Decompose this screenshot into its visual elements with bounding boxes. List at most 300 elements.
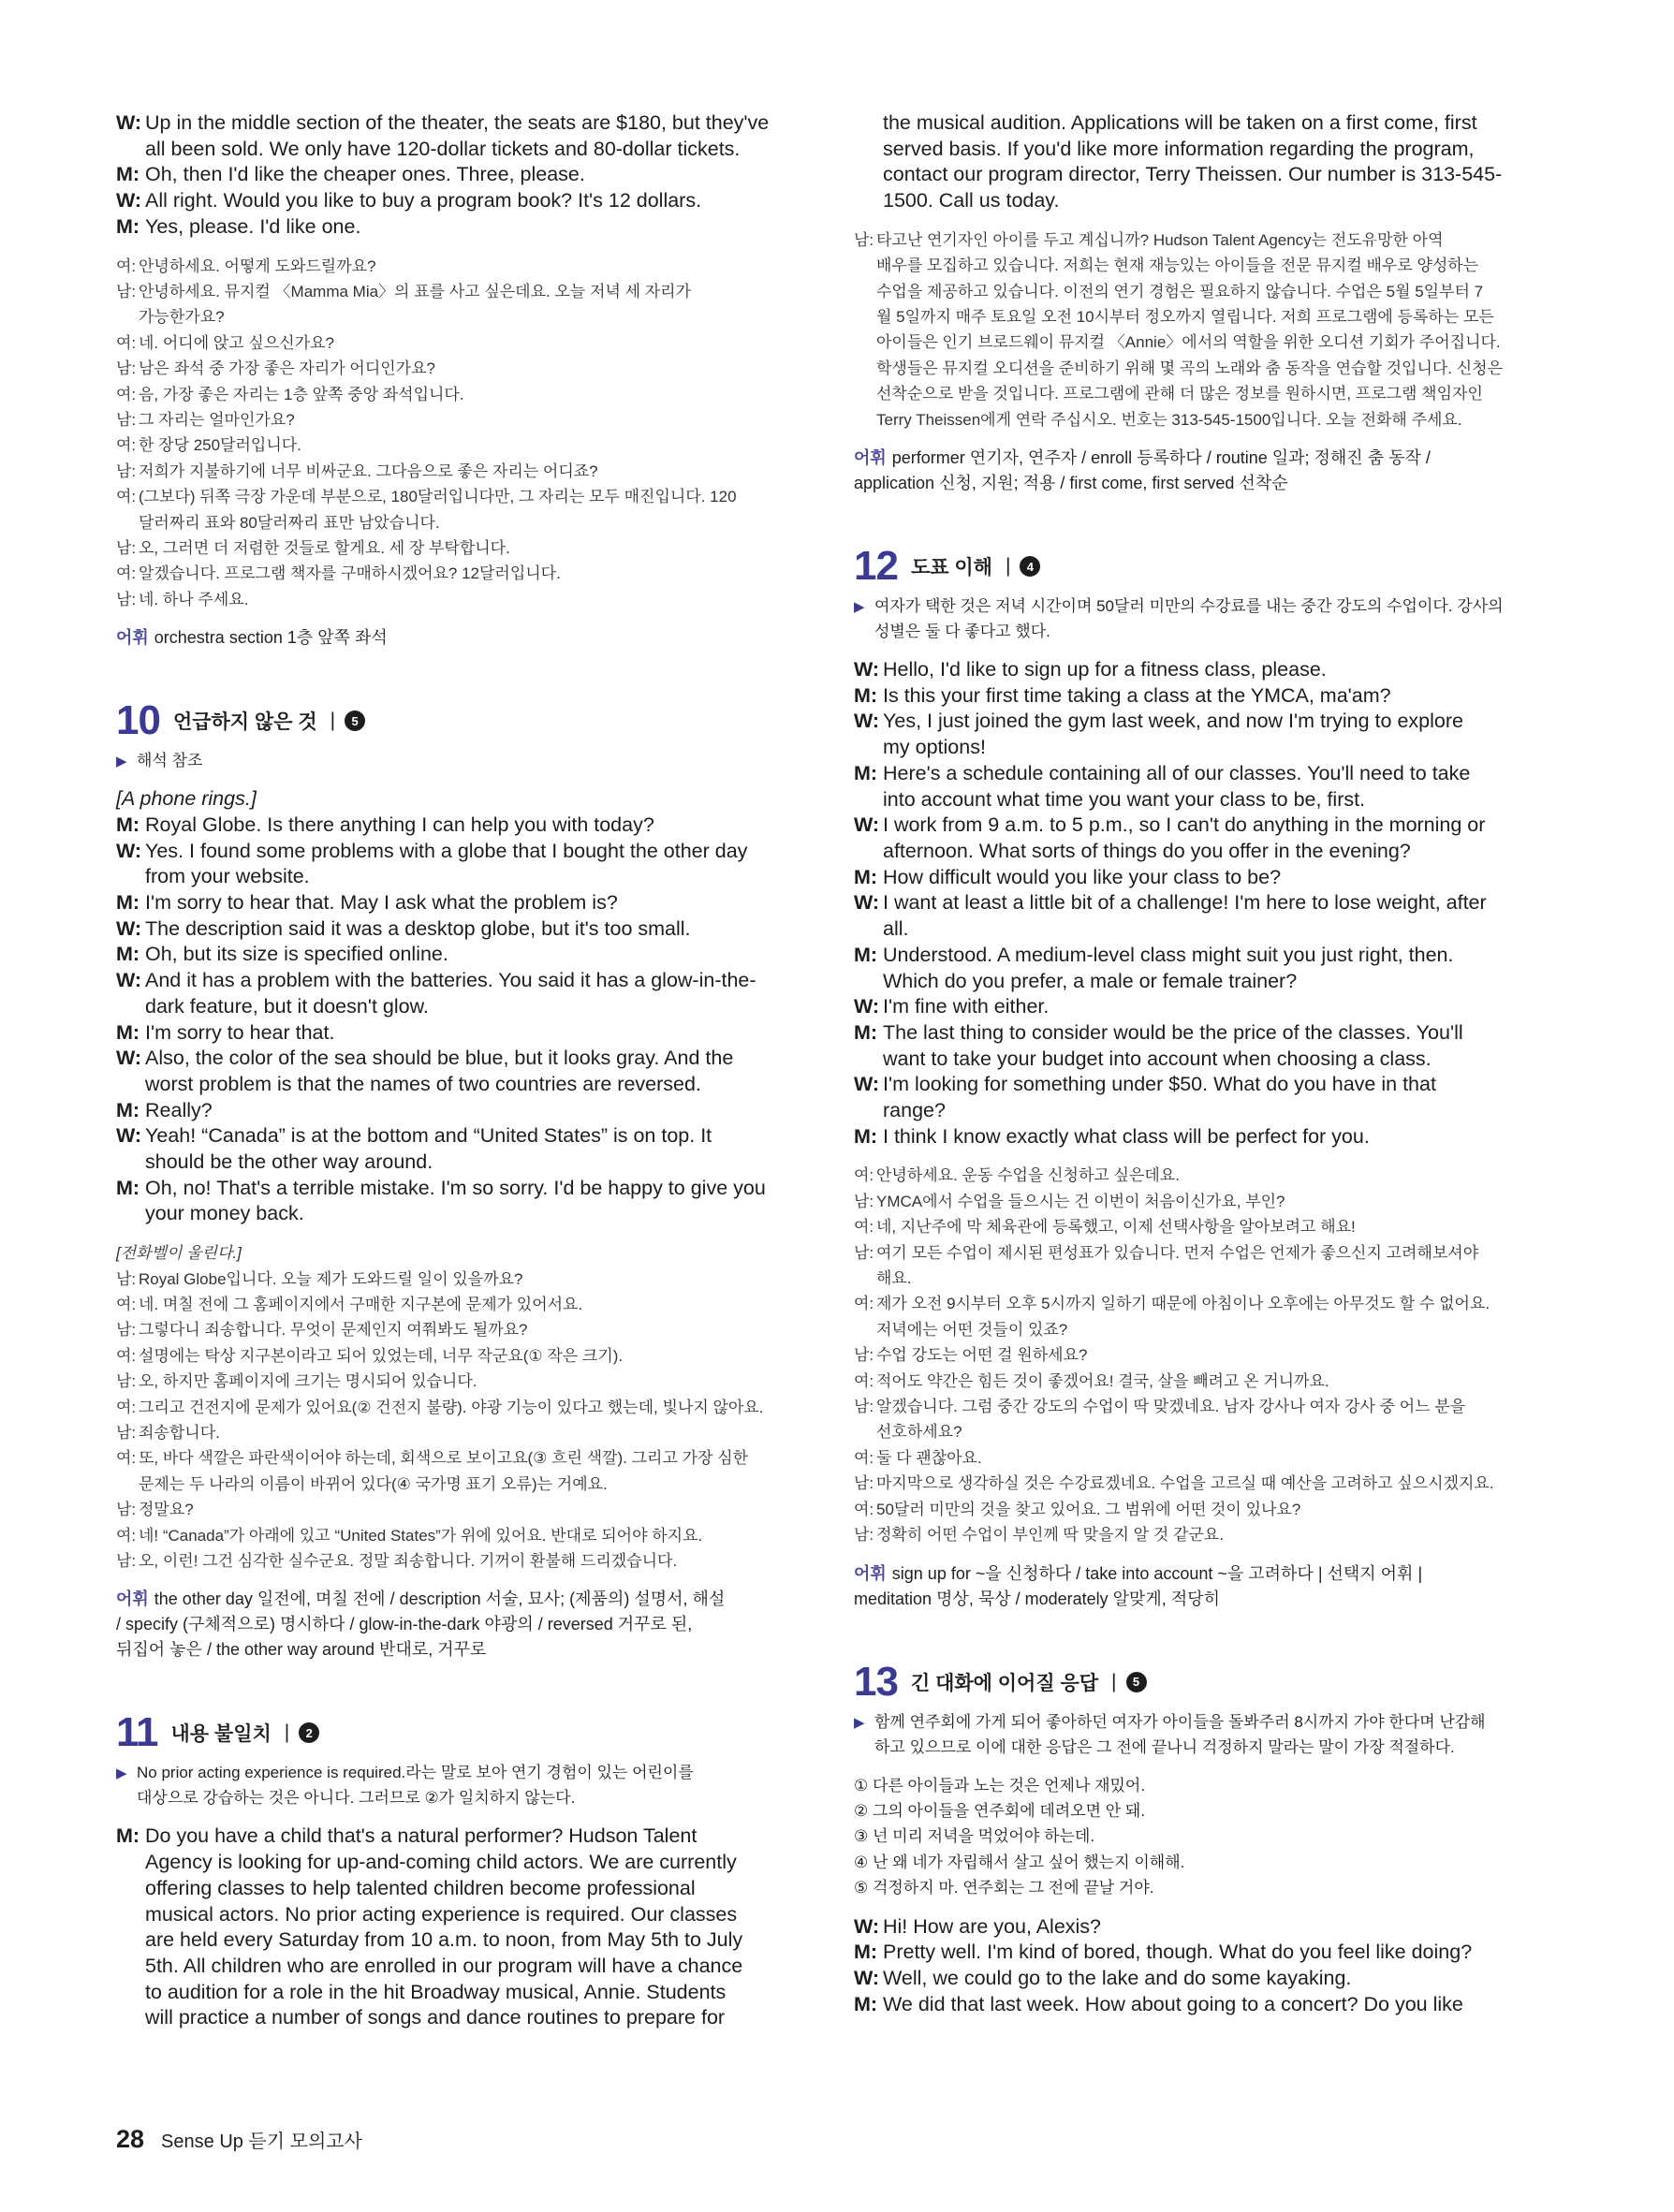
text-line	[854, 1342, 1520, 1368]
text-line	[854, 657, 1520, 683]
line-text: Agency is looking for up-and-coming child actors. We are currently	[145, 1851, 737, 1874]
line-text: into account what time you want your class to be, first.	[883, 787, 1366, 811]
dialogue-section-10	[116, 786, 783, 1227]
answer-badge: 4	[1020, 556, 1040, 577]
explanation	[116, 1760, 783, 1810]
text-line	[116, 1523, 783, 1548]
speaker-label: W:	[116, 916, 142, 940]
line-text: 5th. All children who are enrolled in our program will have a chance	[145, 1954, 743, 1977]
section-title: 긴 대화에 이어질 응답	[910, 1672, 1099, 1694]
text-line	[116, 1472, 783, 1497]
text-line	[116, 1876, 783, 1902]
line-text: 네, 지난주에 막 체육관에 등록했고, 이제 선택사항을 알아보려고 해요!	[876, 1218, 1356, 1237]
vocab-text: performer 연기자, 연주자 / enroll 등록하다 / routine 일과; 정해진 춤 동작 /	[891, 448, 1431, 468]
vocab-text: orchestra section 1층 앞쪽 좌석	[154, 628, 388, 648]
line-text: 알겠습니다. 그럼 중간 강도의 수업이 딱 맞겠네요. 남자 강사나 여자 강사 중 어느 분을	[876, 1398, 1466, 1416]
text-line	[854, 813, 1520, 839]
answer-badge: 5	[345, 710, 365, 731]
left-column	[116, 110, 783, 2031]
line-text: Oh, no! That's a terrible mistake. I'm so sorry. I'd be happy to give you	[145, 1176, 766, 1199]
triangle-icon: ▶	[116, 1765, 127, 1782]
line-text: Up in the middle section of the theater, the seats are $180, but they've	[145, 111, 770, 134]
line-text: Terry Theissen에게 연락 주십시오. 번호는 313-545-1500입니다. 오늘 전화해 주세요.	[876, 410, 1462, 429]
text-line	[854, 407, 1520, 432]
text-line	[116, 1954, 783, 1980]
text-line	[116, 1176, 783, 1202]
line-text: 제가 오전 9시부터 오후 5시까지 일하기 때문에 아침이나 오후에는 아무것도 할 수 없어요.	[876, 1295, 1490, 1313]
line-text: Which do you prefer, a male or female trainer?	[883, 969, 1298, 992]
speaker-label: M:	[854, 1124, 878, 1148]
text-line	[116, 1980, 783, 2006]
speaker-label: W:	[854, 995, 880, 1018]
vocab-text: application 신청, 지원; 적용 / first come, first served 선착순	[854, 474, 1288, 493]
answer-option: ④ 난 왜 네가 자립해서 살고 싶어 했는지 이해해.	[854, 1853, 1185, 1871]
text-line	[854, 1940, 1520, 1966]
text-line	[854, 1369, 1520, 1394]
text-line	[854, 1471, 1520, 1496]
speaker-label: 여:	[854, 1371, 874, 1390]
dialogue-section-13	[854, 1914, 1520, 2018]
text-line	[116, 942, 783, 968]
vocab-line	[116, 1587, 783, 1612]
speaker-label: 여:	[854, 1166, 874, 1185]
line-text: Really?	[145, 1098, 213, 1121]
text-line	[854, 1020, 1520, 1047]
speaker-label: 여:	[116, 1526, 137, 1545]
line-text: Oh, then I'd like the cheaper ones. Three, please.	[145, 163, 585, 186]
line-text: 오, 그러면 더 저렴한 것들로 할게요. 세 장 부탁합니다.	[139, 538, 510, 557]
text-line	[116, 1201, 783, 1227]
speaker-label: M:	[116, 1098, 140, 1121]
line-text: 정말요?	[139, 1501, 194, 1519]
explanation	[854, 1709, 1520, 1760]
text-line	[854, 1497, 1520, 1522]
line-text: Royal Globe. Is there anything I can help you with today?	[145, 813, 654, 836]
speaker-label: M:	[854, 761, 878, 784]
text-line	[854, 1189, 1520, 1214]
line-text: [A phone rings.]	[116, 787, 257, 811]
vocab-line	[116, 1612, 783, 1637]
answer-option: ⑤ 걱정하지 마. 연주회는 그 전에 끝날 거야.	[854, 1879, 1154, 1897]
section-12-header	[854, 539, 1520, 593]
text-line	[116, 813, 783, 839]
text-line	[854, 1214, 1520, 1239]
line-text: 안녕하세요. 운동 수업을 신청하고 싶은데요.	[876, 1166, 1180, 1185]
speaker-label: 남:	[116, 1501, 137, 1519]
text-line	[116, 1267, 783, 1292]
line-text: 달러짜리 표와 80달러짜리 표만 남았습니다.	[139, 513, 440, 532]
text-line	[854, 162, 1520, 188]
line-text: 정확히 어떤 수업이 부인께 딱 맞을지 알 것 같군요.	[876, 1526, 1224, 1545]
explanation	[854, 593, 1520, 644]
text-line	[854, 839, 1520, 865]
line-text: worst problem is that the names of two countries are reversed.	[145, 1072, 701, 1095]
text-line	[116, 587, 783, 612]
text-line	[116, 1292, 783, 1317]
line-text: Understood. A medium-level class might suit you just right, then.	[883, 943, 1454, 966]
text-line	[854, 279, 1520, 304]
speaker-label: 여:	[116, 1398, 137, 1416]
speaker-label: 남:	[116, 1372, 137, 1391]
line-text: 알겠습니다. 프로그램 책자를 구매하시겠어요? 12달러입니다.	[139, 564, 561, 583]
speaker-label: 여:	[854, 1448, 874, 1467]
speaker-label: W:	[116, 839, 142, 862]
text-line	[116, 1123, 783, 1150]
line-text: (그보다) 뒤쪽 극장 가운데 부분으로, 180달러입니다만, 그 자리는 모두 매진입니다. 120	[139, 488, 737, 506]
section-title: 언급하지 않은 것	[172, 711, 317, 734]
answer-options	[854, 1773, 1520, 1901]
translation-top-left	[116, 254, 783, 613]
text-line	[116, 330, 783, 356]
text-line	[116, 254, 783, 279]
speaker-label: 남:	[116, 410, 137, 429]
translation-section-12	[854, 1163, 1520, 1547]
text-line	[116, 916, 783, 943]
speaker-label: W:	[116, 1047, 142, 1070]
line-text: I'm looking for something under $50. What do you have in that	[883, 1073, 1436, 1096]
line-text: We did that last week. How about going to a concert? Do you like	[883, 1992, 1463, 2015]
speaker-label: 남:	[116, 1269, 137, 1288]
line-text: all.	[883, 917, 909, 941]
vocab-text: meditation 명상, 묵상 / moderately 알맞게, 적당히	[854, 1589, 1220, 1608]
translation-section-10	[116, 1240, 783, 1574]
line-text: from your website.	[145, 865, 310, 888]
section-10-header	[116, 694, 783, 748]
speaker-label: M:	[854, 865, 878, 888]
speaker-label: W:	[854, 891, 880, 915]
line-text: dark feature, but it doesn't glow.	[145, 994, 429, 1018]
text-line	[854, 330, 1520, 355]
line-text: 선착순으로 받을 것입니다. 프로그램에 관해 더 많은 정보를 원하시면, 프로그램 책임자인	[876, 385, 1483, 403]
text-line	[116, 1902, 783, 1928]
line-text: Yes, please. I'd like one.	[145, 214, 361, 238]
book-title: Sense Up 듣기 모의고사	[161, 2131, 362, 2152]
dialogue-top-left	[116, 110, 783, 241]
speaker-label: M:	[116, 943, 140, 966]
text-line	[116, 356, 783, 381]
text-line	[854, 761, 1520, 787]
text-line	[116, 407, 783, 432]
text-line	[116, 786, 783, 813]
text-line	[854, 787, 1520, 813]
section-number: 10	[116, 697, 160, 744]
speaker-label: 남:	[854, 1474, 874, 1493]
speaker-label: 남:	[116, 282, 137, 300]
line-text: YMCA에서 수업을 들으시는 건 이번이 처음이신가요, 부인?	[876, 1192, 1285, 1210]
speaker-label: 남:	[116, 359, 137, 378]
speaker-label: M:	[116, 1824, 140, 1848]
line-text: 월 5일까지 매주 토요일 오전 10시부터 정오까지 열립니다. 저희 프로그램에 등록하는 모든	[876, 308, 1494, 327]
vocab-text: the other day 일전에, 며칠 전에 / description 서술, 묘사; (제품의) 설명서, 해설	[154, 1589, 726, 1609]
text-line	[854, 1163, 1520, 1188]
text-line	[116, 1497, 783, 1522]
line-text: 마지막으로 생각하실 것은 수강료겠네요. 수업을 고르실 때 예산을 고려하고 싶으시겠지요.	[876, 1474, 1494, 1493]
vocab-line	[854, 471, 1520, 496]
line-text: 둘 다 괜찮아요.	[876, 1448, 982, 1467]
speaker-label: 여:	[116, 1346, 137, 1365]
line-text: served basis. If you'd like more information regarding the program,	[883, 137, 1475, 160]
line-text: Here's a schedule containing all of our classes. You'll need to take	[883, 761, 1471, 784]
line-text: Yeah! “Canada” is at the bottom and “United States” is on top. It	[145, 1124, 712, 1148]
line-text: I'm sorry to hear that.	[145, 1020, 335, 1044]
line-text: 1500. Call us today.	[883, 189, 1060, 212]
vocab-top-left	[116, 625, 783, 651]
speaker-label: 여:	[116, 488, 137, 506]
line-text: All right. Would you like to buy a program book? It's 12 dollars.	[145, 189, 702, 212]
text-line	[116, 535, 783, 561]
section-title: 내용 불일치	[170, 1723, 272, 1746]
speaker-label: M:	[854, 1020, 878, 1044]
text-line	[854, 1291, 1520, 1316]
divider: |	[1005, 555, 1011, 578]
line-text: afternoon. What sorts of things do you offer in the evening?	[883, 839, 1411, 862]
text-line	[854, 683, 1520, 710]
text-line	[854, 890, 1520, 916]
speaker-label: 남:	[116, 590, 137, 608]
vocab-line	[854, 1587, 1520, 1612]
line-text: 네. 하나 주세요.	[139, 590, 249, 608]
vocab-top-right	[854, 446, 1520, 496]
speaker-label: 여:	[116, 436, 137, 455]
line-text: Is this your first time taking a class at the YMCA, ma'am?	[883, 683, 1391, 707]
line-text: 설명에는 탁상 지구본이라고 되어 있었는데, 너무 작군요(① 작은 크기).	[139, 1346, 624, 1365]
line-text: 네. 며칠 전에 그 홈페이지에서 구매한 지구본에 문제가 있어서요.	[139, 1295, 583, 1313]
page-footer	[116, 2125, 362, 2154]
speaker-label: 여:	[116, 564, 137, 583]
text-line	[854, 110, 1520, 137]
line-text: contact our program director, Terry Theissen. Our number is 313-545-	[883, 163, 1503, 186]
text-line	[116, 1850, 783, 1876]
line-text: 남은 좌석 중 가장 좋은 자리가 어디인가요?	[139, 359, 435, 378]
text-line	[854, 227, 1520, 253]
text-line	[854, 137, 1520, 163]
text-line	[854, 1522, 1520, 1547]
text-line	[854, 1445, 1520, 1471]
vocab-label: 어휘	[854, 448, 887, 468]
text-line	[854, 865, 1520, 891]
speaker-label: 여:	[854, 1218, 874, 1237]
line-text: 저녁에는 어떤 것들이 있죠?	[876, 1320, 1068, 1339]
speaker-label: M:	[854, 1941, 878, 1964]
text-line	[116, 1020, 783, 1047]
line-text: 여기 모든 수업이 제시된 편성표가 있습니다. 먼저 수업은 언제가 좋으신지 고려해보셔야	[876, 1243, 1479, 1262]
line-text: to audition for a role in the hit Broadway musical, Annie. Students	[145, 1980, 727, 2003]
text-line	[854, 735, 1520, 761]
line-text: 네! “Canada”가 아래에 있고 “United States”가 위에 있어요. 반대로 되어야 하지요.	[139, 1526, 703, 1545]
speaker-label: M:	[116, 1020, 140, 1044]
line-text: Also, the color of the sea should be blue, but it looks gray. And the	[145, 1047, 734, 1070]
text-line	[116, 484, 783, 509]
line-text: Yes, I just joined the gym last week, and now I'm trying to explore	[883, 710, 1463, 733]
speaker-label: M:	[116, 163, 140, 186]
line-text: 수업을 제공하고 있습니다. 이전의 연기 경험은 필요하지 않습니다. 수업은 5월 5일부터 7	[876, 282, 1484, 300]
text-line	[854, 1124, 1520, 1150]
text-line	[116, 890, 783, 916]
speaker-label: 여:	[116, 1449, 137, 1468]
line-text: Hello, I'd like to sign up for a fitness class, please.	[883, 658, 1327, 681]
line-text: Royal Globe입니다. 오늘 제가 도와드릴 일이 있을까요?	[139, 1269, 523, 1288]
line-text: How difficult would you like your class to be?	[883, 865, 1282, 888]
line-text: 가능한가요?	[139, 308, 225, 327]
line-text: 저희가 지불하기에 너무 비싸군요. 그다음으로 좋은 자리는 어디죠?	[139, 461, 598, 480]
text-line	[854, 1419, 1520, 1444]
answer-badge: 5	[1126, 1672, 1147, 1692]
line-text: my options!	[883, 736, 986, 759]
text-line	[116, 110, 783, 137]
vocab-section-10	[116, 1587, 783, 1663]
speaker-label: 여:	[116, 256, 137, 275]
vocab-label: 어휘	[854, 1563, 887, 1583]
explanation-line: 여자가 택한 것은 저녁 시간이며 50달러 미만의 수강료를 내는 중간 강도의 수업이다. 강사의	[874, 597, 1504, 616]
line-text: all been sold. We only have 120-dollar tickets and 80-dollar tickets.	[145, 137, 741, 160]
speaker-label: 남:	[854, 1526, 874, 1545]
line-text: 학생들은 뮤지컬 오디션을 준비하기 위해 몇 곡의 노래와 춤 동작을 연습할 것입니다. 신청은	[876, 359, 1504, 377]
vocab-line	[854, 1561, 1520, 1587]
speaker-label: W:	[854, 658, 880, 681]
text-line	[116, 1098, 783, 1124]
vocab-section-12	[854, 1561, 1520, 1612]
line-text: are held every Saturday from 10 a.m. to noon, from May 5th to July	[145, 1928, 743, 1952]
explanation-line: 함께 연주회에 가게 되어 좋아하던 여자가 아이들을 돌봐주러 8시까지 가야 한다며 난감해	[874, 1712, 1486, 1731]
vocab-label: 어휘	[116, 628, 149, 648]
line-text: 그 자리는 얼마인가요?	[139, 410, 295, 429]
text-line	[116, 1046, 783, 1072]
line-text: should be the other way around.	[145, 1150, 433, 1174]
line-text: 한 장당 250달러입니다.	[139, 436, 301, 455]
text-line	[116, 1395, 783, 1420]
triangle-icon: ▶	[854, 1714, 865, 1731]
text-line	[854, 943, 1520, 969]
text-line	[116, 510, 783, 535]
text-line	[116, 1317, 783, 1342]
line-text: The description said it was a desktop globe, but it's too small.	[145, 916, 691, 940]
translation-top-right	[854, 227, 1520, 432]
section-title: 도표 이해	[910, 557, 992, 579]
text-line	[116, 1420, 783, 1445]
text-line	[116, 1927, 783, 1954]
line-text: 50달러 미만의 것을 찾고 있어요. 그 범위에 어떤 것이 있나요?	[876, 1500, 1301, 1518]
text-line	[854, 1266, 1520, 1291]
line-text: The last thing to consider would be the price of the classes. You'll	[883, 1020, 1463, 1044]
line-text: 오, 이런! 그건 심각한 실수군요. 정말 죄송합니다. 기꺼이 환불해 드리겠습니다.	[139, 1552, 678, 1571]
vocab-text: sign up for ~을 신청하다 / take into account ~을 고려하다 | 선택지 어휘 |	[891, 1563, 1423, 1583]
text-line	[116, 137, 783, 163]
line-text: will practice a number of songs and dance routines to prepare for	[145, 2006, 726, 2029]
explanation: ▶ 해석 참조	[116, 748, 783, 773]
line-text: 적어도 약간은 힘든 것이 좋겠어요! 결국, 살을 빼려고 온 거니까요.	[876, 1371, 1329, 1390]
answer-option: ③ 넌 미리 저녁을 먹었어야 하는데.	[854, 1827, 1095, 1846]
section-13-header	[854, 1655, 1520, 1709]
line-text: 안녕하세요. 뮤지컬 〈Mamma Mia〉의 표를 사고 싶은데요. 오늘 저녁 세 자리가	[139, 282, 692, 300]
answer-badge: 2	[299, 1722, 319, 1743]
line-text: 그리고 건전지에 문제가 있어요(② 건전지 불량). 야광 기능이 있다고 했는데, 빛나지 않아요.	[139, 1398, 764, 1416]
line-text: 죄송합니다.	[139, 1424, 220, 1442]
speaker-label: M:	[854, 943, 878, 966]
vocab-line	[854, 446, 1520, 471]
speaker-label: 남:	[116, 1321, 137, 1340]
line-text: 문제는 두 나라의 이름이 바뀌어 있다(④ 국가명 표기 오류)는 거예요.	[139, 1474, 608, 1493]
text-line	[116, 188, 783, 214]
text-line	[854, 916, 1520, 943]
speaker-label: W:	[854, 1914, 880, 1938]
speaker-label: 남:	[116, 461, 137, 480]
text-line	[854, 1914, 1520, 1941]
line-text: I think I know exactly what class will be perfect for you.	[883, 1124, 1370, 1148]
dialogue-section-11	[116, 1824, 783, 2031]
text-line	[116, 968, 783, 994]
text-line	[116, 1824, 783, 1850]
text-line	[854, 994, 1520, 1020]
text-line	[854, 1394, 1520, 1419]
text-line	[116, 1548, 783, 1574]
text-line	[116, 1343, 783, 1369]
line-text: 배우를 모집하고 있습니다. 저희는 현재 재능있는 아이들을 전문 뮤지컬 배우로 양성하는	[876, 256, 1479, 275]
answer-option: ② 그의 아이들을 연주회에 데려오면 안 돼.	[854, 1801, 1146, 1820]
speaker-label: 여:	[116, 333, 137, 352]
text-line	[116, 839, 783, 865]
line-text: Oh, but its size is specified online.	[145, 943, 448, 966]
text-line	[116, 1445, 783, 1471]
text-line	[116, 1150, 783, 1176]
speaker-label: W:	[116, 1124, 142, 1148]
line-text: want to take your budget into account when choosing a class.	[883, 1047, 1432, 1070]
answer-option: ① 다른 아이들과 노는 것은 언제나 재밌어.	[854, 1776, 1146, 1795]
speaker-label: W:	[116, 189, 142, 212]
text-line	[854, 1098, 1520, 1124]
text-line	[854, 709, 1520, 735]
vocab-text: 뒤집어 놓은 / the other way around 반대로, 거꾸로	[116, 1640, 487, 1660]
triangle-icon: ▶	[116, 754, 127, 770]
speaker-label: W:	[854, 1966, 880, 1989]
text-line	[116, 1369, 783, 1394]
speaker-label: W:	[854, 710, 880, 733]
text-line	[854, 304, 1520, 330]
speaker-label: 남:	[854, 1192, 874, 1210]
text-line	[854, 1240, 1520, 1266]
speaker-label: M:	[854, 1992, 878, 2015]
text-line	[116, 459, 783, 484]
speaker-label: 여:	[854, 1500, 874, 1518]
speaker-label: 남:	[854, 1398, 874, 1416]
line-text: 네. 어디에 앉고 싶으신가요?	[139, 333, 334, 352]
speaker-label: W:	[854, 1073, 880, 1096]
section-number: 11	[116, 1709, 158, 1756]
text-line	[854, 1966, 1520, 1992]
text-line	[854, 253, 1520, 278]
text-line	[116, 214, 783, 241]
text-line	[116, 432, 783, 458]
line-text: Hi! How are you, Alexis?	[883, 1914, 1102, 1938]
line-text: I work from 9 a.m. to 5 p.m., so I can't do anything in the morning or	[883, 813, 1486, 837]
speaker-label: 남:	[116, 1552, 137, 1571]
dialogue-section-12	[854, 657, 1520, 1150]
section-11-header	[116, 1706, 783, 1760]
text-line	[854, 188, 1520, 214]
text-line	[854, 381, 1520, 406]
section-number: 12	[854, 543, 898, 590]
text-line	[116, 2005, 783, 2031]
line-text: Pretty well. I'm kind of bored, though. What do you feel like doing?	[883, 1941, 1473, 1964]
text-line	[116, 382, 783, 407]
text-line	[854, 1992, 1520, 2018]
line-text: 안녕하세요. 어떻게 도와드릴까요?	[139, 256, 376, 275]
line-text: the musical audition. Applications will be taken on a first come, first	[883, 111, 1477, 134]
speaker-label: 남:	[854, 1243, 874, 1262]
vocab-line	[116, 1637, 783, 1663]
text-line	[854, 1047, 1520, 1073]
speaker-label: 여:	[854, 1295, 874, 1313]
speaker-label: 남:	[116, 538, 137, 557]
